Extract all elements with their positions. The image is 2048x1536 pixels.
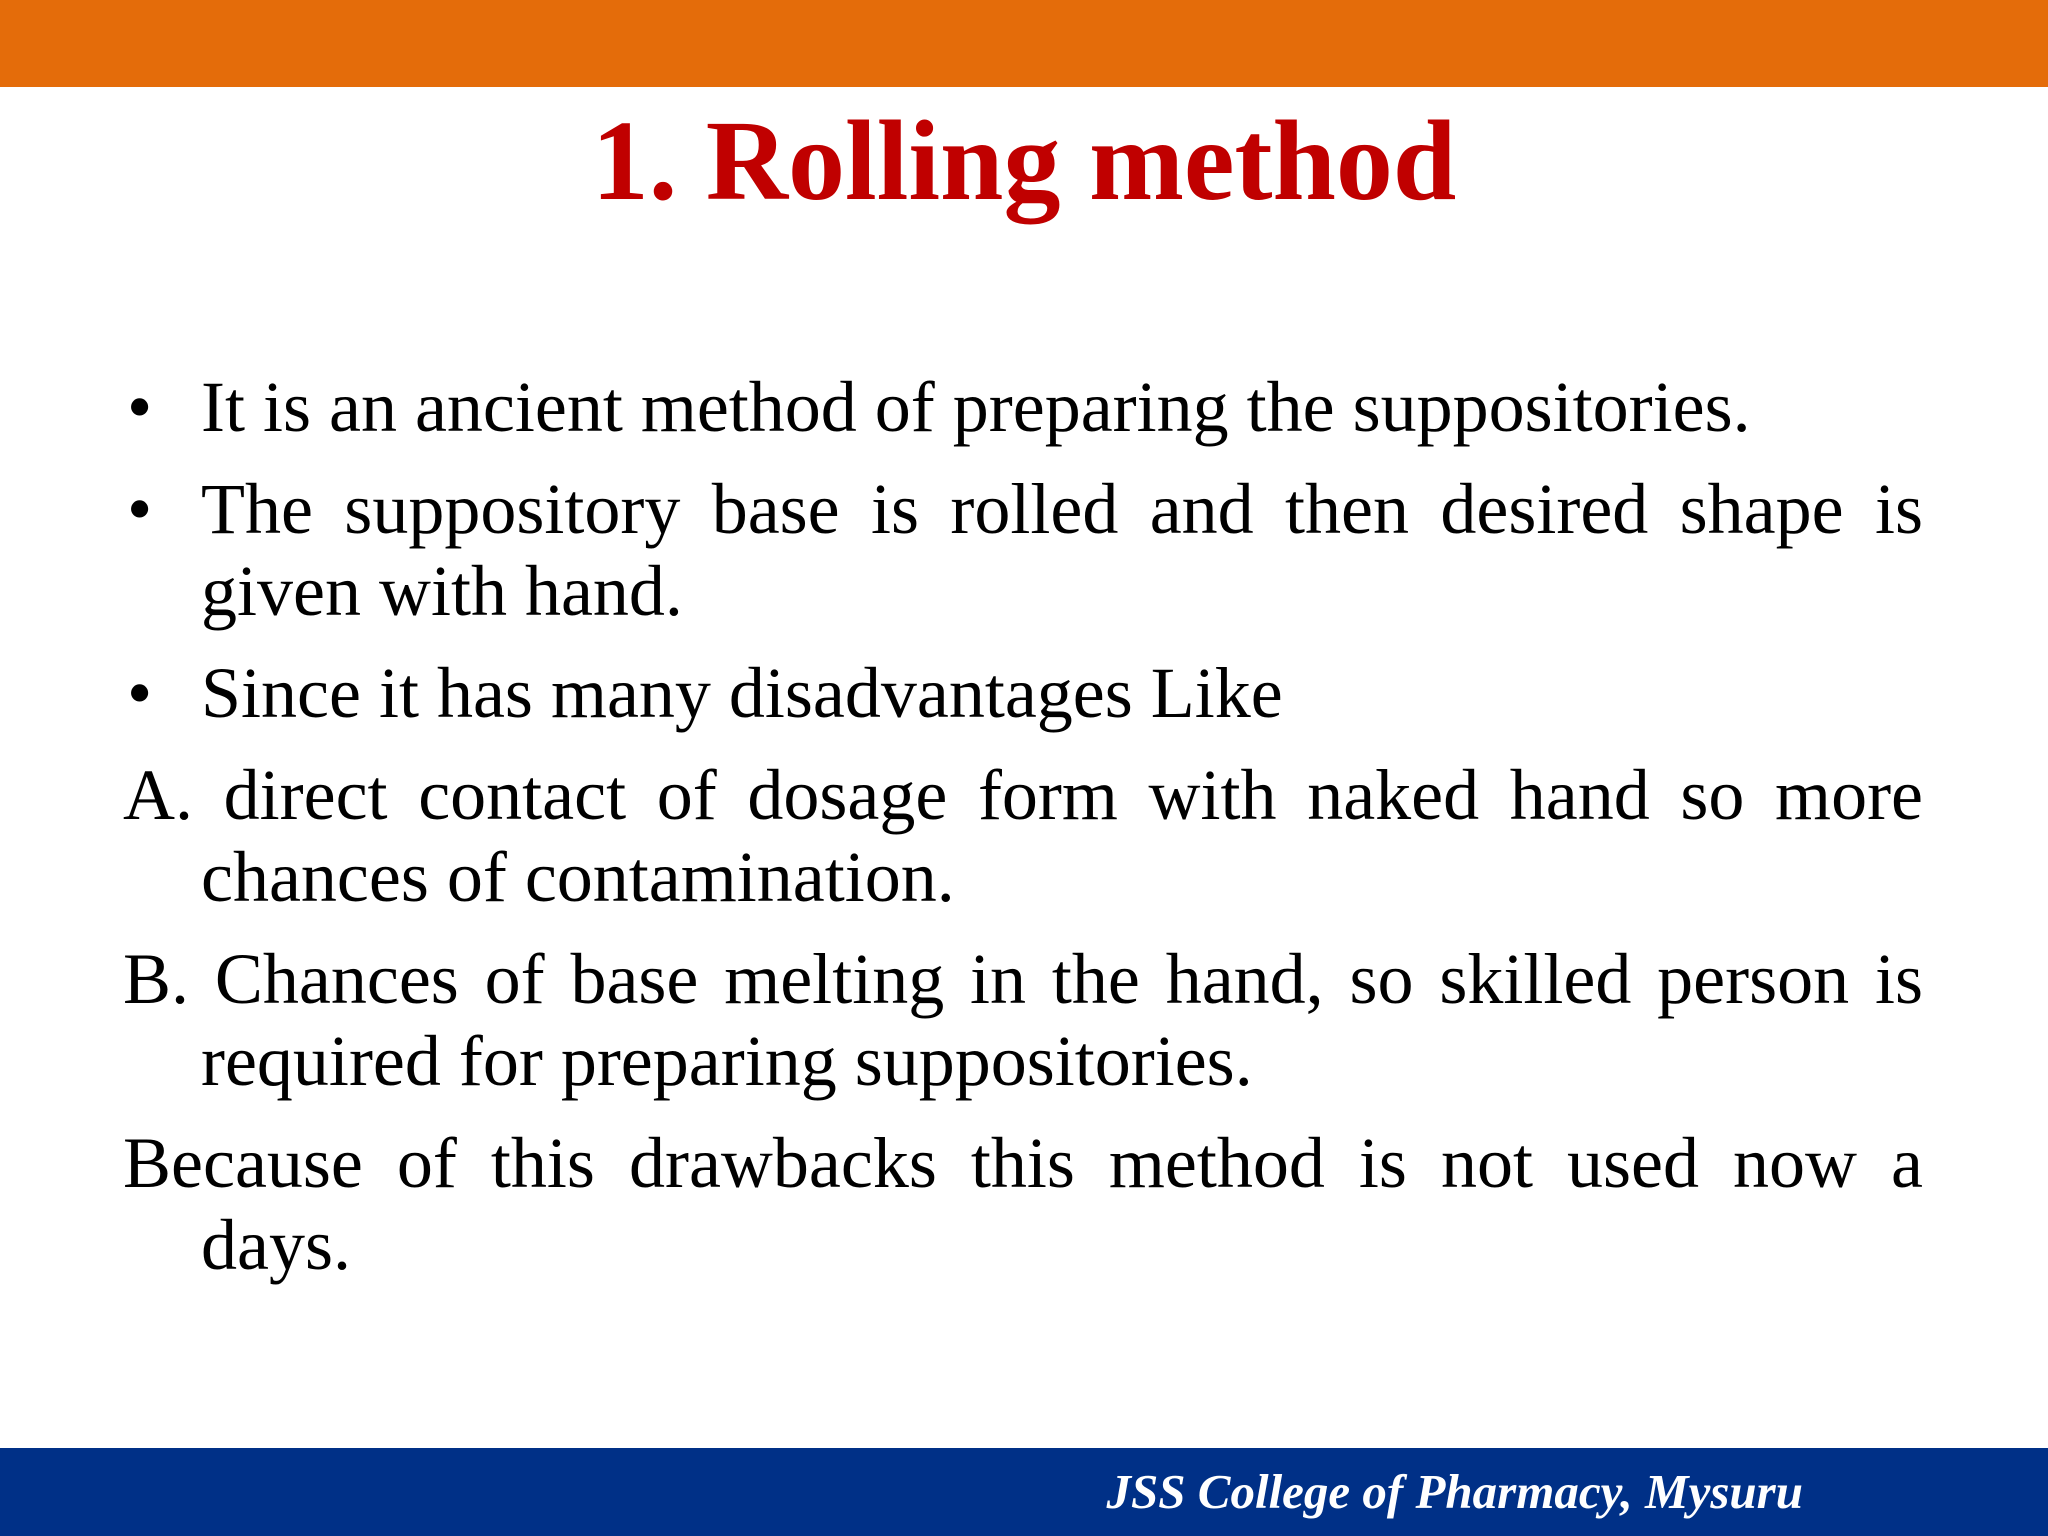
bullet-marker: • <box>127 367 153 447</box>
bullet-item <box>123 468 1923 632</box>
bullet-text: Since it has many disadvantages Like <box>201 653 1283 733</box>
lettered-item-a <box>123 754 1923 918</box>
bullet-item <box>123 366 1923 448</box>
bullet-text: It is an ancient method of preparing the suppositories. <box>201 367 1751 447</box>
conclusion-item <box>123 1122 1923 1286</box>
lettered-item-b <box>123 938 1923 1102</box>
letter-marker: B. <box>123 939 215 1019</box>
conclusion-lead: Because <box>123 1123 397 1203</box>
slide-title: 1. Rolling method <box>591 97 1457 224</box>
top-accent-band <box>0 0 2048 87</box>
footer-institution: JSS College of Pharmacy, Mysuru <box>1106 1464 1803 1519</box>
lettered-text: direct contact of dosage form with naked hand so more chances of contamination. <box>201 755 1923 917</box>
letter-marker: A. <box>123 755 224 835</box>
conclusion-text: of this drawbacks this method is not used now a days. <box>201 1123 1923 1285</box>
lettered-text: Chances of base melting in the hand, so skilled person is required for preparing suppositories. <box>201 939 1924 1101</box>
bullet-text: The suppository base is rolled and then desired shape is given with hand. <box>201 469 1923 631</box>
bullet-item <box>123 652 1923 734</box>
bullet-marker: • <box>127 469 153 549</box>
slide-body <box>123 366 1923 1306</box>
bullet-marker: • <box>127 653 153 733</box>
